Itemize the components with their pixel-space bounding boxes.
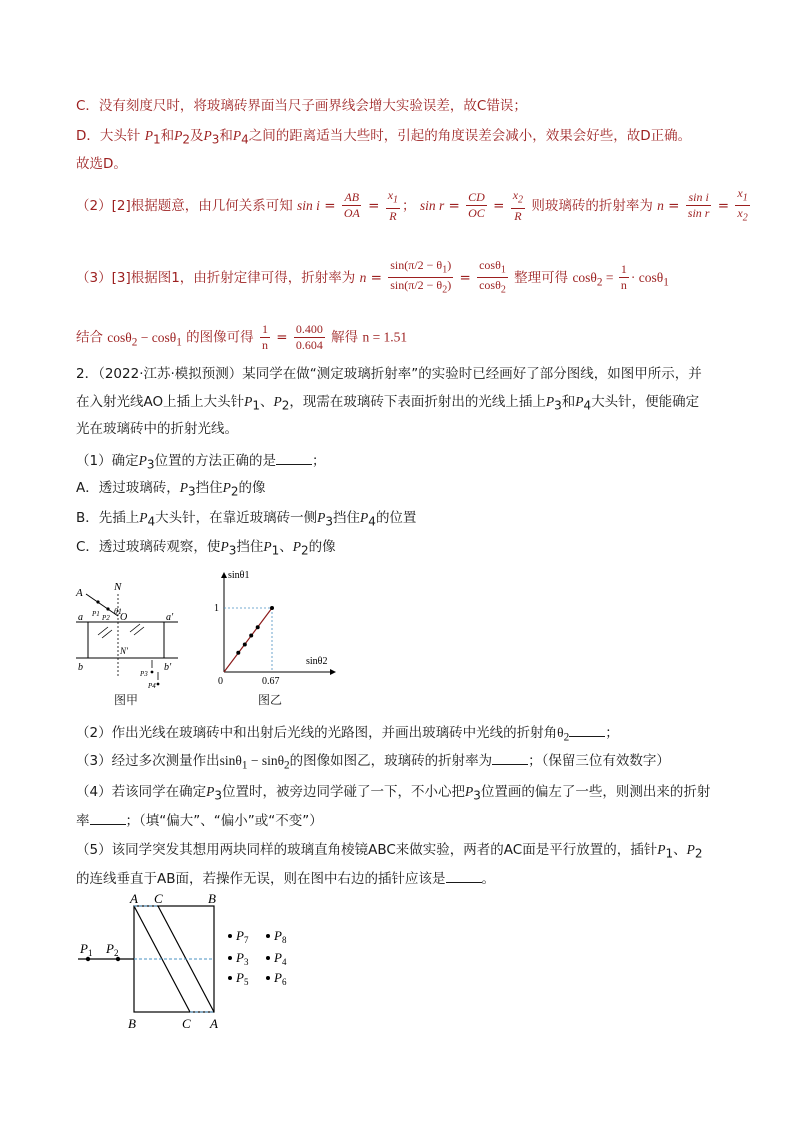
answer-blank-1[interactable] [276,450,312,465]
prism-label-A-bottom: A [210,1016,218,1031]
label-N: N [114,581,122,593]
label-P2: P2 [102,614,110,622]
data-point [243,643,247,647]
label-A: A [76,587,83,599]
prism-label-C-top: C [154,892,163,906]
q2-line-3: 光在玻璃砖中的折射光线。 [76,421,238,437]
svg-text:P8: $P_8$ [274,928,287,945]
q2-part-5-line-2: 的连线垂直于AB面，若操作无误，则在图中右边的插针应该是 。 [76,868,495,889]
y-axis-label: sinθ1 [228,570,250,581]
solution-option-d: D．大头针 $P_1$和$P_2$及$P_3$和$P_4$之间的距离适当大些时，引起的角度误差会减小，效果会好些，故D正确。 [76,128,692,147]
answer-blank-5[interactable] [446,868,482,883]
solution-part-2: （2）[2]根据题意，由几何关系可知 sin i = $\frac{AB}{OA}$ = $\frac{x_1}{R}$ ； sin r = $\frac{CD}{OC}$ = $\frac{x_2}{R}$ 则玻璃砖的折射率为 n = $\frac{\text{sin i}}{\text{sin r}}$ = $\frac{x_1}{x_2}$ [76,186,748,224]
q2-part-4-line-1: （4）若该同学在确定$P_3$位置时，被旁边同学碰了一下，不小心把$P_3$位置画的偏左了一些，则测出来的折射 [76,784,711,803]
prism-label-C-bottom: C [182,1016,191,1031]
svg-text:P7: $P_7$ [236,928,249,945]
svg-text:P3: $P_3$ [236,950,249,967]
x-axis-label: sinθ2 [306,656,328,667]
caption-yi: 图乙 [258,693,283,707]
q2-part-3: （3）经过多次测量作出sinθ$_1$ − sinθ$_2$的图像如图乙，玻璃砖的折射率为 ；（保留三位有效数字） [76,750,670,776]
q2-line-1: 2．（2022·江苏·模拟预测）某同学在做“测定玻璃折射率”的实验时已经画好了部分图线，如图甲所示，并 [76,366,702,382]
answer-blank-4[interactable] [90,810,126,825]
label-b-prime: b′ [164,662,172,673]
figure-yi-chart [212,568,342,686]
q2-option-a: A．透过玻璃砖，$P_3$挡住$P_2$的像 [76,480,266,499]
q2-line-2: 在入射光线AO上插上大头针$P_1$、$P_2$，现需在玻璃砖下表面折射出的光线上插上$P_3$和$P_4$大头针，便能确定 [76,394,700,413]
svg-text:P1: $P_1$ [80,941,93,958]
svg-text:P5: $P_5$ [236,970,249,987]
label-a: a [78,612,83,623]
data-point [256,625,260,629]
fit-line [224,608,272,672]
label-P1: P1 [92,610,100,618]
label-N-prime: N′ [120,646,128,656]
label-O: O [120,612,128,623]
data-point [270,606,274,610]
label-P4: P4 [148,682,156,690]
q2-part-2: （2）作出光线在玻璃砖中和出射后光线的光路图，并画出玻璃砖中光线的折射角$\theta_2$ ； [76,722,619,748]
figure-prism [70,892,310,1032]
label-b: b [78,662,83,673]
prism-label-A-top: A [130,892,138,906]
data-point [249,634,253,638]
label-theta: θ1 [114,607,122,616]
data-point [236,651,240,655]
caption-jia: 图甲 [114,693,139,707]
q2-option-b: B．先插上$P_4$大头针，在靠近玻璃砖一侧$P_3$挡住$P_4$的位置 [76,510,417,529]
svg-text:P2: $P_2$ [106,941,119,958]
prism-label-B-top: B [208,892,216,906]
answer-blank-3[interactable] [492,750,528,765]
x-tick-067: 0.67 [262,676,280,686]
q2-part-5-line-1: （5）该同学突发其想用两块同样的玻璃直角棱镜ABC来做实验，两者的AC面是平行放置的，插针$P_1$、$P_2$ [76,842,703,861]
q2-part-1: （1）确定$P_3$位置的方法正确的是 ； [76,450,325,475]
answer-blank-2[interactable] [569,722,605,737]
solution-part-3: （3）[3]根据图1，由折射定律可得，折射率为 n = $\frac{\sin(\pi/2 - \theta_1)}{\sin(\pi/2 - \theta_2)}$ = $\frac{\cos\theta_1}{\cos\theta_2}$ 整理可得 cosθ$_2$ = $\frac{1}{n}$ · cosθ$_1$ [76,258,669,296]
svg-text:P4: $P_4$ [274,950,287,967]
svg-text:P6: $P_6$ [274,970,287,987]
q2-part-4-line-2: 率 ；（填“偏大”、“偏小”或“不变”） [76,810,323,831]
prism-label-B-bottom: B [128,1016,136,1031]
solution-combine: 结合 cosθ$_2$ − cosθ$_1$ 的图像可得 $\frac{1}{n}$ = $\frac{0.400}{0.604}$ 解得 n = 1.51 [76,322,408,352]
solution-choice: 故选D。 [76,156,127,172]
solution-option-c: C．没有刻度尺时，将玻璃砖界面当尺子画界线会增大实验误差，故C错误； [76,98,527,114]
y-tick-1: 1 [214,603,219,614]
label-P3: P3 [140,670,148,678]
origin-label: 0 [218,676,223,686]
label-a-prime: a′ [166,612,174,623]
q2-option-c: C．透过玻璃砖观察，使$P_3$挡住$P_1$、$P_2$的像 [76,539,336,558]
